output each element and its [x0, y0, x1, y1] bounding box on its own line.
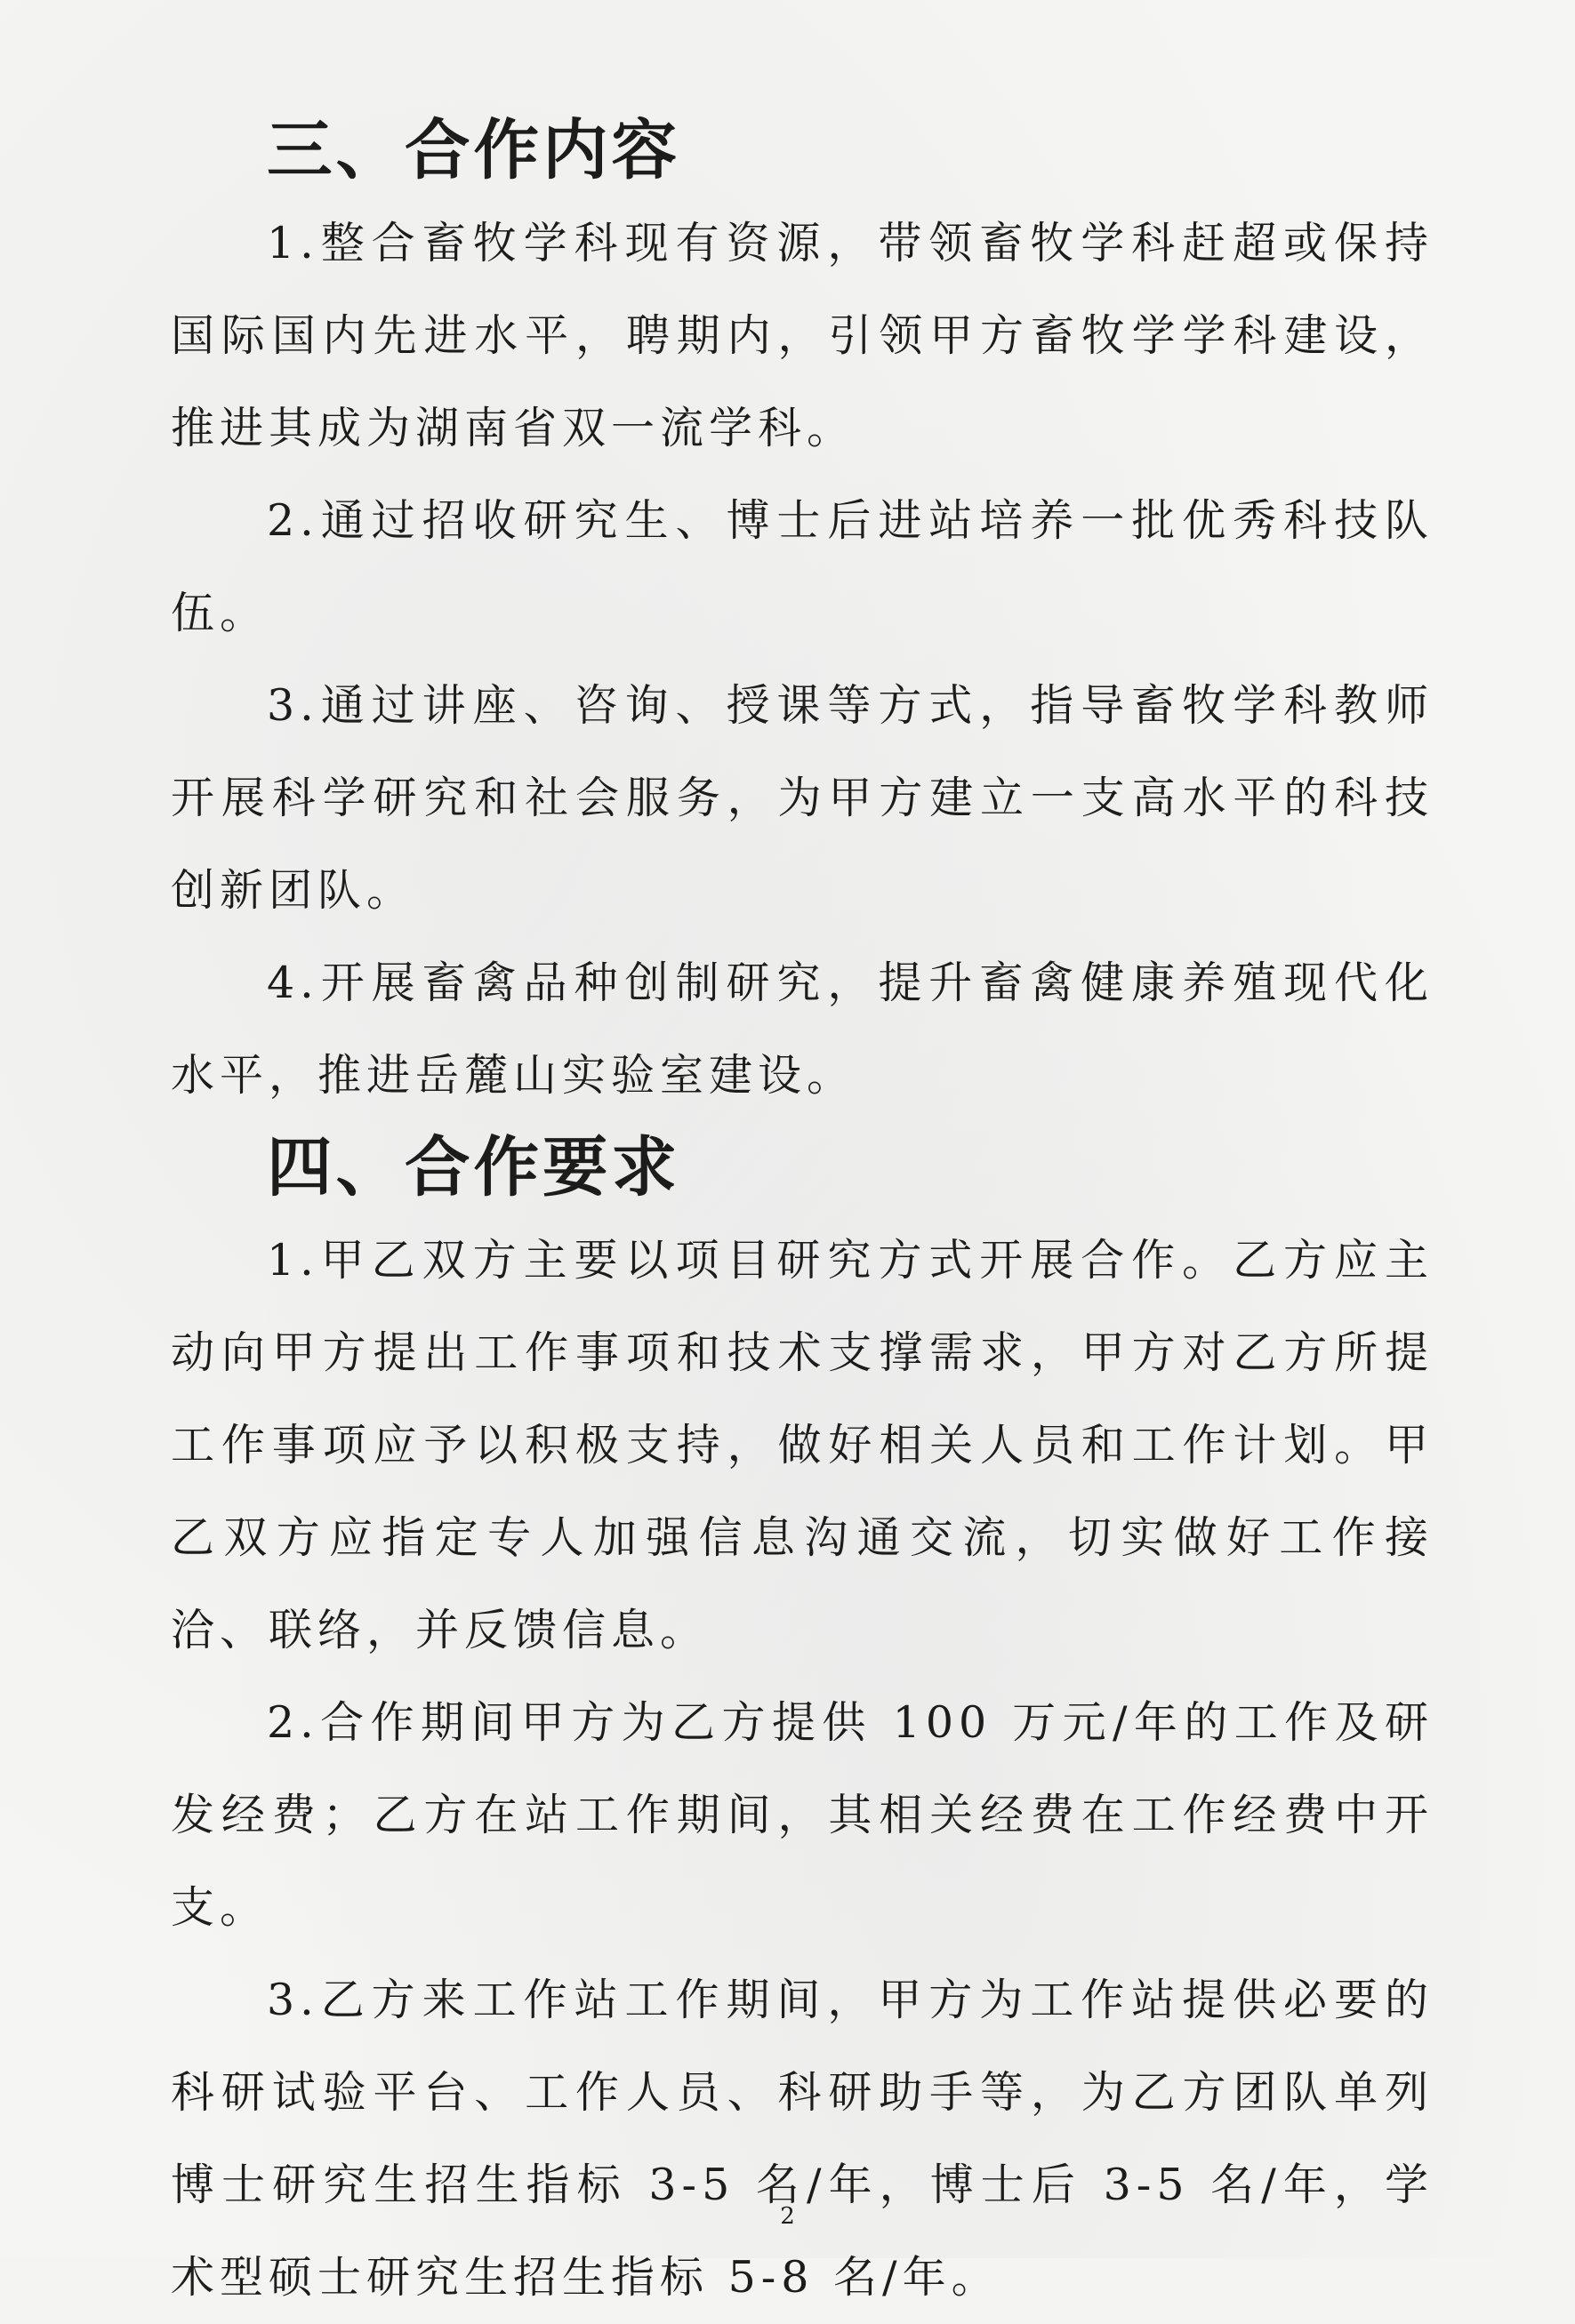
section-4-item-1: 1.甲乙双方主要以项目研究方式开展合作。乙方应主动向甲方提出工作事项和技术支撑需求，甲方对乙方所提工作事项应予以积极支持，做好相关人员和工作计划。甲乙双方应指定专人加强信息沟通交流，切实做好工作接洽、联络，并反馈信息。 — [171, 1235, 1434, 1655]
page-number: 2 — [780, 2203, 795, 2230]
section-3-heading: 三、合作内容 — [267, 113, 680, 188]
document-body — [171, 105, 1434, 2324]
section-3-item-4: 4.开展畜禽品种创制研究，提升畜禽健康养殖现代化水平，推进岳麓山实验室建设。 — [171, 958, 1434, 1101]
section-3-item-1: 1.整合畜牧学科现有资源，带领畜牧学科赶超或保持国际国内先进水平，聘期内，引领甲方畜牧学学科建设，推进其成为湖南省双一流学科。 — [171, 218, 1434, 453]
section-4-heading: 四、合作要求 — [267, 1130, 680, 1206]
section-3-item-2: 2.通过招收研究生、博士后进站培养一批优秀科技队伍。 — [171, 495, 1434, 638]
section-4-item-3: 3.乙方来工作站工作期间，甲方为工作站提供必要的科研试验平台、工作人员、科研助手等，为乙方团队单列博士研究生招生指标 3-5 名/年，博士后 3-5 名/年，学术型硕士研究生招生指标 5-8 名/年。 — [171, 1975, 1434, 2303]
section-4-item-2: 2.合作期间甲方为乙方提供 100 万元/年的工作及研发经费；乙方在站工作期间，其相关经费在工作经费中开支。 — [171, 1697, 1434, 1933]
section-3-item-3: 3.通过讲座、咨询、授课等方式，指导畜牧学科教师开展科学研究和社会服务，为甲方建立一支高水平的科技创新团队。 — [171, 680, 1434, 916]
